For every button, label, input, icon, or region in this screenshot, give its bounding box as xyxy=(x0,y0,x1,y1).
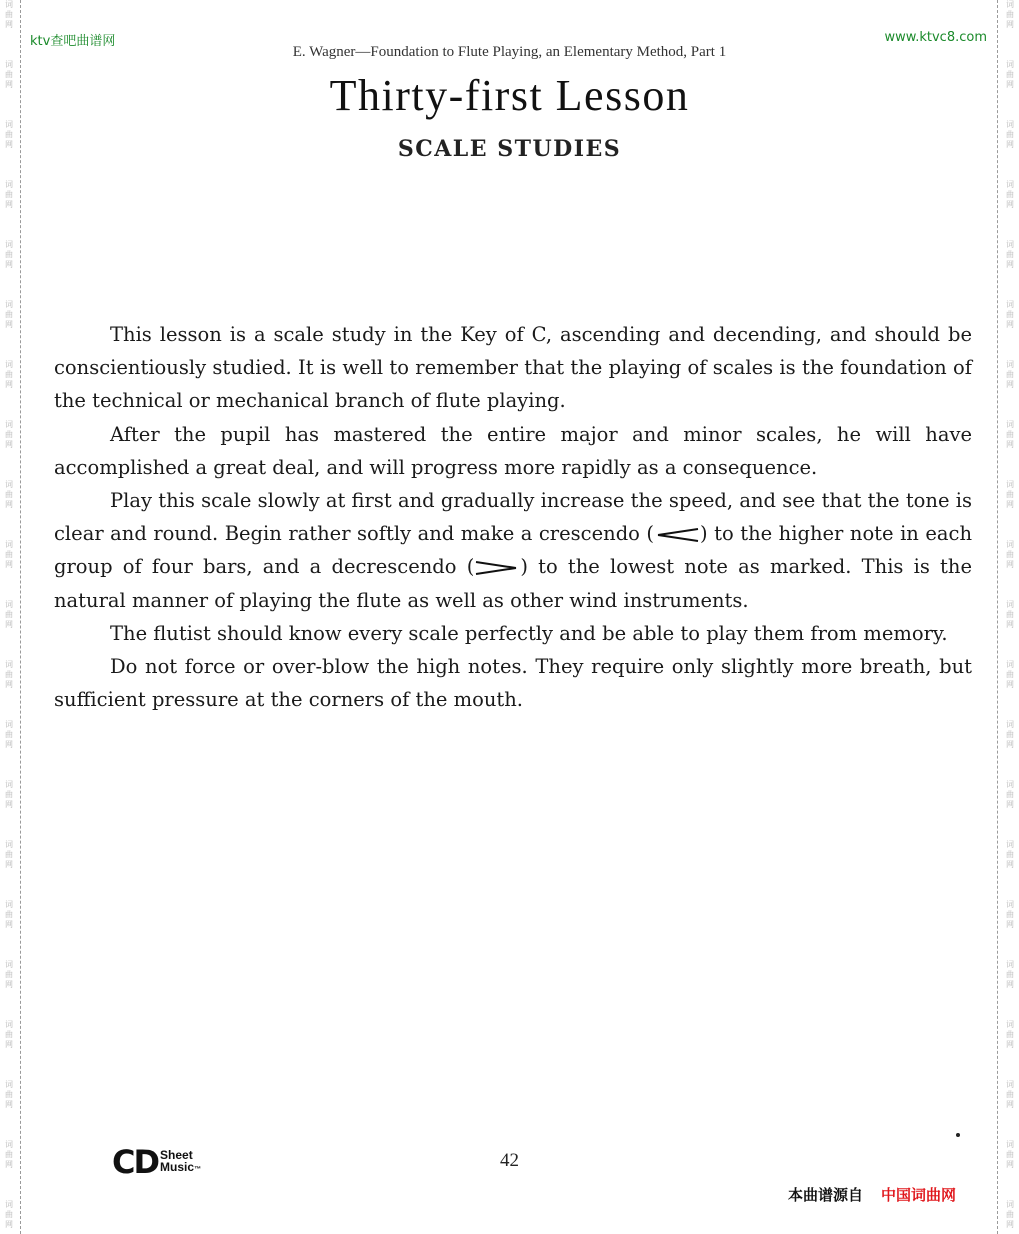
side-watermark-group xyxy=(0,960,18,990)
decrescendo-hairpin-icon xyxy=(474,561,520,575)
side-watermark-glyph: 曲 xyxy=(1006,1030,1014,1039)
side-watermark-glyph: 网 xyxy=(5,920,13,929)
paragraph-3-part-3: ) to the lowest note as marked. This is the natural manner of playing the flute as well as other wind instruments. xyxy=(54,555,972,612)
side-watermark-group xyxy=(1001,900,1019,930)
side-watermark-glyph: 词 xyxy=(5,660,13,669)
side-watermark-group xyxy=(0,780,18,810)
side-watermark-group xyxy=(1001,840,1019,870)
side-watermark-group xyxy=(1001,600,1019,630)
side-watermark-group xyxy=(0,1020,18,1050)
side-watermark-glyph: 曲 xyxy=(5,970,13,979)
side-watermark-glyph: 词 xyxy=(1006,600,1014,609)
side-watermark-glyph: 曲 xyxy=(5,670,13,679)
side-watermark-glyph: 词 xyxy=(5,900,13,909)
paragraph-4: The flutist should know every scale perfectly and be able to play them from memory. xyxy=(110,621,948,645)
left-border-line xyxy=(20,0,21,1234)
side-watermark-glyph: 曲 xyxy=(5,370,13,379)
side-watermark-glyph: 词 xyxy=(1006,0,1014,9)
side-watermark-glyph: 词 xyxy=(1006,960,1014,969)
paragraph-3-part-1: Play this scale slowly at first and gradually increase the speed, and see that the tone is clear and round. Begin rather softly and make a crescendo ( xyxy=(54,489,972,546)
side-watermark-glyph: 网 xyxy=(1006,140,1014,149)
side-watermark-glyph: 曲 xyxy=(1006,670,1014,679)
source-brand: 中国词曲网 xyxy=(881,1186,957,1204)
logo-cd-mark: CD xyxy=(112,1143,159,1181)
side-watermark-glyph: 曲 xyxy=(1006,10,1014,19)
side-watermark-glyph: 曲 xyxy=(1006,550,1014,559)
paragraph-3 xyxy=(54,484,972,617)
side-watermark-glyph: 网 xyxy=(5,1160,13,1169)
side-watermark-glyph: 网 xyxy=(1006,80,1014,89)
side-watermark-glyph: 曲 xyxy=(5,70,13,79)
logo-music: Music xyxy=(160,1159,195,1174)
side-watermark-glyph: 曲 xyxy=(5,730,13,739)
side-watermark-group xyxy=(1001,180,1019,210)
side-watermark-glyph: 曲 xyxy=(1006,850,1014,859)
side-watermark-glyph: 词 xyxy=(1006,1140,1014,1149)
side-watermark-glyph: 网 xyxy=(1006,860,1014,869)
side-watermark-glyph: 词 xyxy=(5,840,13,849)
watermark-top-right: www.ktvc8.com xyxy=(884,30,987,45)
side-watermark-glyph: 网 xyxy=(5,1100,13,1109)
side-watermark-glyph: 词 xyxy=(5,0,13,9)
side-watermark-glyph: 曲 xyxy=(5,250,13,259)
side-watermark-glyph: 曲 xyxy=(1006,730,1014,739)
side-watermark-glyph: 词 xyxy=(1006,420,1014,429)
side-watermark-glyph: 曲 xyxy=(5,1210,13,1219)
side-watermark-group xyxy=(1001,1080,1019,1110)
side-watermark-glyph: 曲 xyxy=(1006,430,1014,439)
side-watermark-glyph: 网 xyxy=(5,740,13,749)
paragraph-5: Do not force or over-blow the high notes. They require only slightly more breath, but sufficient pressure at the corners of the mouth. xyxy=(54,655,972,712)
side-watermark-group xyxy=(0,300,18,330)
logo-tm: ™ xyxy=(194,1165,202,1173)
side-watermark-group xyxy=(0,540,18,570)
side-watermark-group xyxy=(1001,1200,1019,1230)
side-watermark-glyph: 词 xyxy=(5,1080,13,1089)
side-watermark-group xyxy=(0,900,18,930)
side-watermark-glyph: 网 xyxy=(5,860,13,869)
side-watermark-glyph: 网 xyxy=(1006,380,1014,389)
source-label: 本曲谱源自 xyxy=(788,1186,864,1204)
side-watermark-glyph: 网 xyxy=(1006,680,1014,689)
logo-sheet: Sheet xyxy=(160,1147,193,1162)
side-watermark-glyph: 网 xyxy=(1006,740,1014,749)
side-watermark-group xyxy=(1001,240,1019,270)
side-watermark-glyph: 词 xyxy=(1006,780,1014,789)
side-watermark-group xyxy=(1001,660,1019,690)
paragraph-1: This lesson is a scale study in the Key of C, ascending and decending, and should be conscientiously studied. It is well to remember that the playing of scales is the foundation of the technical or mechanical branch of flute playing. xyxy=(54,323,972,413)
side-watermark-glyph: 曲 xyxy=(1006,1090,1014,1099)
left-side-watermark xyxy=(0,0,18,1234)
side-watermark-glyph: 词 xyxy=(5,300,13,309)
side-watermark-glyph: 网 xyxy=(5,800,13,809)
side-watermark-glyph: 网 xyxy=(5,260,13,269)
side-watermark-glyph: 词 xyxy=(5,1200,13,1209)
side-watermark-glyph: 词 xyxy=(5,180,13,189)
side-watermark-glyph: 网 xyxy=(5,140,13,149)
source-credit xyxy=(788,1184,956,1205)
side-watermark-glyph: 曲 xyxy=(5,1090,13,1099)
side-watermark-glyph: 词 xyxy=(5,780,13,789)
side-watermark-glyph: 曲 xyxy=(5,310,13,319)
side-watermark-glyph: 词 xyxy=(5,960,13,969)
side-watermark-group xyxy=(0,1080,18,1110)
page-subtitle: SCALE STUDIES xyxy=(397,136,622,162)
side-watermark-glyph: 词 xyxy=(5,480,13,489)
side-watermark-group xyxy=(1001,720,1019,750)
crescendo-hairpin-icon xyxy=(654,528,700,542)
side-watermark-glyph: 词 xyxy=(1006,840,1014,849)
running-head: E. Wagner—Foundation to Flute Playing, an Elementary Method, Part 1 xyxy=(292,44,727,60)
side-watermark-group xyxy=(0,840,18,870)
side-watermark-glyph: 网 xyxy=(5,320,13,329)
side-watermark-glyph: 网 xyxy=(5,620,13,629)
page-number: 42 xyxy=(500,1150,519,1171)
side-watermark-glyph: 词 xyxy=(1006,720,1014,729)
side-watermark-glyph: 曲 xyxy=(5,610,13,619)
side-watermark-glyph: 曲 xyxy=(1006,370,1014,379)
side-watermark-glyph: 词 xyxy=(5,720,13,729)
side-watermark-glyph: 曲 xyxy=(5,430,13,439)
side-watermark-glyph: 网 xyxy=(1006,320,1014,329)
side-watermark-glyph: 曲 xyxy=(1006,1150,1014,1159)
side-watermark-glyph: 词 xyxy=(1006,900,1014,909)
side-watermark-glyph: 曲 xyxy=(1006,970,1014,979)
side-watermark-group xyxy=(0,360,18,390)
side-watermark-glyph: 网 xyxy=(5,80,13,89)
side-watermark-glyph: 曲 xyxy=(1006,910,1014,919)
side-watermark-group xyxy=(1001,780,1019,810)
side-watermark-glyph: 曲 xyxy=(5,1150,13,1159)
side-watermark-glyph: 网 xyxy=(5,560,13,569)
side-watermark-glyph: 词 xyxy=(1006,1020,1014,1029)
side-watermark-glyph: 网 xyxy=(5,440,13,449)
side-watermark-glyph: 词 xyxy=(1006,660,1014,669)
side-watermark-glyph: 词 xyxy=(1006,360,1014,369)
side-watermark-glyph: 词 xyxy=(1006,120,1014,129)
side-watermark-group xyxy=(1001,0,1019,30)
side-watermark-group xyxy=(0,720,18,750)
side-watermark-group xyxy=(1001,360,1019,390)
side-watermark-glyph: 词 xyxy=(1006,300,1014,309)
side-watermark-group xyxy=(0,240,18,270)
side-watermark-group xyxy=(0,480,18,510)
side-watermark-glyph: 词 xyxy=(1006,1080,1014,1089)
side-watermark-glyph: 词 xyxy=(5,600,13,609)
side-watermark-glyph: 网 xyxy=(1006,1100,1014,1109)
paragraph-3-part-2: ) to the higher note in each group of four bars, and a decrescendo ( xyxy=(54,522,973,579)
side-watermark-glyph: 曲 xyxy=(5,1030,13,1039)
side-watermark-glyph: 词 xyxy=(5,540,13,549)
side-watermark-glyph: 网 xyxy=(1006,440,1014,449)
side-watermark-glyph: 曲 xyxy=(1006,490,1014,499)
lesson-body xyxy=(54,318,972,716)
right-side-watermark xyxy=(1001,0,1019,1234)
side-watermark-group xyxy=(0,1200,18,1230)
side-watermark-glyph: 词 xyxy=(1006,540,1014,549)
side-watermark-glyph: 网 xyxy=(5,1220,13,1229)
side-watermark-glyph: 词 xyxy=(5,420,13,429)
side-watermark-glyph: 词 xyxy=(5,240,13,249)
stray-dot xyxy=(956,1133,960,1137)
side-watermark-glyph: 曲 xyxy=(5,850,13,859)
paragraph-2: After the pupil has mastered the entire major and minor scales, he will have accomplished a great deal, and will progress more rapidly as a consequence. xyxy=(54,422,972,479)
side-watermark-glyph: 网 xyxy=(1006,920,1014,929)
side-watermark-glyph: 曲 xyxy=(1006,190,1014,199)
side-watermark-glyph: 网 xyxy=(1006,980,1014,989)
side-watermark-glyph: 词 xyxy=(1006,1200,1014,1209)
side-watermark-glyph: 曲 xyxy=(5,490,13,499)
side-watermark-glyph: 网 xyxy=(5,500,13,509)
side-watermark-glyph: 曲 xyxy=(1006,790,1014,799)
side-watermark-glyph: 网 xyxy=(1006,1160,1014,1169)
side-watermark-group xyxy=(0,180,18,210)
side-watermark-group xyxy=(1001,1020,1019,1050)
side-watermark-glyph: 曲 xyxy=(5,190,13,199)
side-watermark-glyph: 曲 xyxy=(1006,130,1014,139)
side-watermark-glyph: 网 xyxy=(1006,1220,1014,1229)
side-watermark-glyph: 词 xyxy=(1006,60,1014,69)
side-watermark-glyph: 网 xyxy=(5,380,13,389)
side-watermark-glyph: 网 xyxy=(1006,1040,1014,1049)
side-watermark-group xyxy=(1001,960,1019,990)
side-watermark-glyph: 网 xyxy=(5,980,13,989)
side-watermark-group xyxy=(1001,540,1019,570)
side-watermark-glyph: 曲 xyxy=(1006,310,1014,319)
side-watermark-glyph: 曲 xyxy=(5,910,13,919)
side-watermark-glyph: 词 xyxy=(1006,180,1014,189)
side-watermark-glyph: 曲 xyxy=(1006,250,1014,259)
side-watermark-glyph: 词 xyxy=(5,1140,13,1149)
side-watermark-glyph: 词 xyxy=(5,60,13,69)
side-watermark-glyph: 曲 xyxy=(5,130,13,139)
side-watermark-group xyxy=(1001,480,1019,510)
side-watermark-glyph: 网 xyxy=(1006,620,1014,629)
side-watermark-glyph: 曲 xyxy=(5,790,13,799)
side-watermark-glyph: 网 xyxy=(5,1040,13,1049)
watermark-top-left: ktv查吧曲谱网 xyxy=(30,34,116,49)
side-watermark-glyph: 词 xyxy=(1006,480,1014,489)
side-watermark-group xyxy=(0,420,18,450)
side-watermark-glyph: 词 xyxy=(5,1020,13,1029)
side-watermark-glyph: 词 xyxy=(5,120,13,129)
side-watermark-group xyxy=(0,660,18,690)
side-watermark-glyph: 词 xyxy=(5,360,13,369)
side-watermark-glyph: 网 xyxy=(1006,200,1014,209)
side-watermark-group xyxy=(1001,420,1019,450)
side-watermark-glyph: 网 xyxy=(1006,800,1014,809)
side-watermark-group xyxy=(0,0,18,30)
side-watermark-glyph: 词 xyxy=(1006,240,1014,249)
side-watermark-glyph: 曲 xyxy=(5,550,13,559)
side-watermark-group xyxy=(1001,300,1019,330)
side-watermark-glyph: 网 xyxy=(1006,500,1014,509)
side-watermark-glyph: 网 xyxy=(1006,260,1014,269)
side-watermark-glyph: 网 xyxy=(1006,20,1014,29)
side-watermark-glyph: 曲 xyxy=(1006,70,1014,79)
side-watermark-glyph: 曲 xyxy=(1006,1210,1014,1219)
side-watermark-glyph: 网 xyxy=(1006,560,1014,569)
right-border-line xyxy=(997,0,998,1234)
side-watermark-glyph: 网 xyxy=(5,20,13,29)
side-watermark-glyph: 曲 xyxy=(1006,610,1014,619)
side-watermark-glyph: 曲 xyxy=(5,10,13,19)
page-title: Thirty-first Lesson xyxy=(329,71,690,120)
side-watermark-group xyxy=(0,600,18,630)
side-watermark-glyph: 网 xyxy=(5,680,13,689)
side-watermark-glyph: 网 xyxy=(5,200,13,209)
